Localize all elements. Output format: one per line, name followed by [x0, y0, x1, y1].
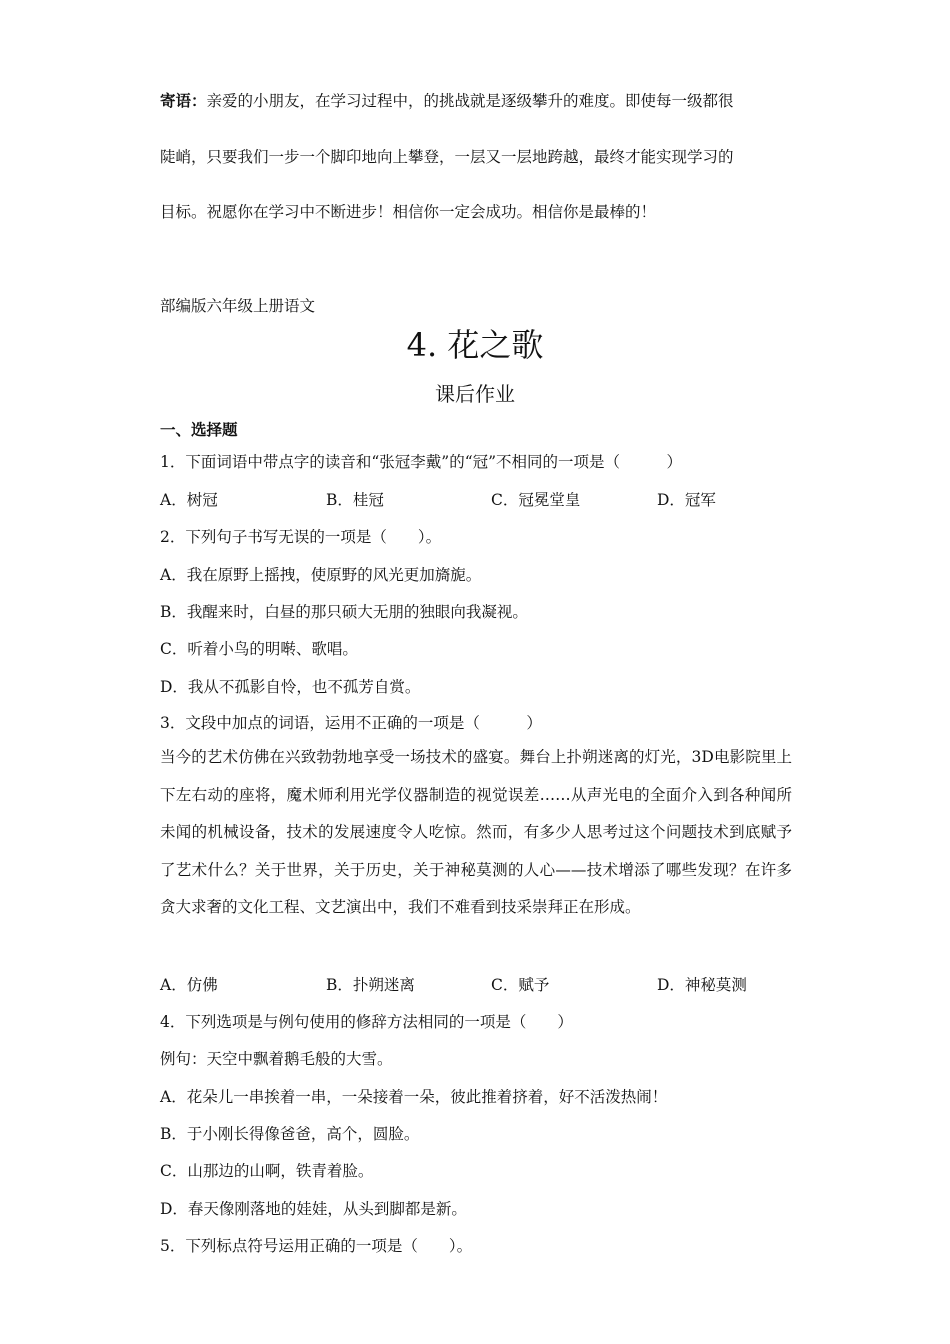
question-5-stem: 5．下列标点符号运用正确的一项是（ ）。 [160, 1237, 473, 1255]
subject-label: 部编版六年级上册语文 [160, 297, 316, 315]
greeting-line-2: 陡峭，只要我们一步一个脚印地向上攀登，一层又一层地跨越，最终才能实现学习的 [160, 148, 734, 166]
question-3-passage: 当今的艺术仿佛在兴致勃勃地享受一场技术的盛宴。舞台上扑朔迷离的灯光，3D电影院里上下左右动的座将，魔术师利用光学仪器制造的视觉误差……从声光电的全面介入到各种闻所未闻的机械设备，技术的发展速度令人吃惊。然而，有多少人思考过这个问题技术到底赋予了艺术什么？关于世界，关于历史，关于神秘莫测的人心——技术增添了哪些发现？在许多贪大求奢的文化工程、文艺演出中，我们不难看到技采崇拜正在形成。 [160, 748, 792, 916]
option-c: C．听着小鸟的明啭、歌唱。 [160, 640, 358, 658]
option-d: D．我从不孤影自怜，也不孤芳自赏。 [160, 678, 421, 696]
question-4-stem: 4．下列选项是与例句使用的修辞方法相同的一项是（ ） [160, 1013, 573, 1031]
option-a: A．树冠 [160, 491, 218, 509]
option-a: A．我在原野上摇拽，使原野的风光更加旖旎。 [160, 566, 482, 584]
option-a: A．仿佛 [160, 976, 218, 994]
option-b: B．扑朔迷离 [326, 976, 415, 994]
question-2-stem: 2．下列句子书写无误的一项是（ ）。 [160, 528, 442, 546]
section-heading: 一、选择题 [160, 421, 238, 439]
greeting-label: 寄语： [160, 91, 207, 110]
option-a: A．花朵儿一串挨着一串，一朵接着一朵，彼此推着挤着，好不活泼热闹！ [160, 1088, 668, 1106]
question-3-stem: 3．文段中加点的词语，运用不正确的一项是（ ） [160, 714, 542, 732]
option-b: B．桂冠 [326, 491, 384, 509]
lesson-subtitle: 课后作业 [435, 382, 515, 406]
question-1-stem: 1．下面词语中带点字的读音和“张冠李戴”的“冠”不相同的一项是（ ） [160, 453, 683, 471]
option-d: D．神秘莫测 [657, 976, 747, 994]
option-d: D．春天像刚落地的娃娃，从头到脚都是新。 [160, 1200, 467, 1218]
greeting-line-3: 目标。祝愿你在学习中不断进步！相信你一定会成功。相信你是最棒的！ [160, 203, 657, 221]
question-4-example: 例句：天空中飘着鹅毛般的大雪。 [160, 1050, 393, 1068]
option-c: C．山那边的山啊，铁青着脸。 [160, 1162, 374, 1180]
greeting-line-1: 寄语：亲爱的小朋友，在学习过程中，的挑战就是逐级攀升的难度。即使每一级都很 [160, 91, 734, 110]
option-c: C．冠冕堂皇 [491, 491, 581, 509]
lesson-title: 4. 花之歌 [406, 326, 544, 364]
option-c: C．赋予 [491, 976, 550, 994]
option-b: B．于小刚长得像爸爸，高个，圆脸。 [160, 1125, 420, 1143]
option-b: B．我醒来时，白昼的那只硕大无朋的独眼向我凝视。 [160, 603, 528, 621]
option-d: D．冠军 [657, 491, 716, 509]
